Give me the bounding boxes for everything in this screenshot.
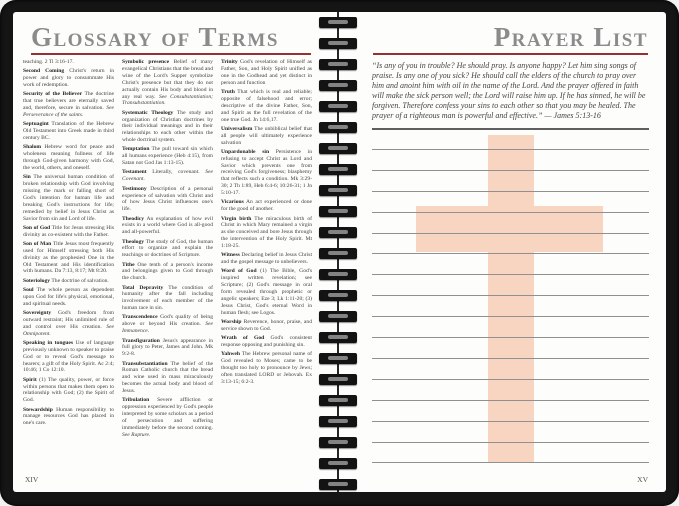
spiral-coil [319, 416, 357, 427]
glossary-definition: The study of God, the human effort to organize and explain the teachings or doctrines of Scripture. [122, 238, 213, 259]
glossary-entry [221, 351, 312, 386]
glossary-term: Truth [221, 88, 235, 95]
spiral-coil [319, 185, 357, 196]
glossary-definition: Severe affliction or oppression experienced by God's people interpreted by some scholars as a period of persecution and suffering immediately before the second coming. [122, 397, 213, 431]
glossary-entry [221, 199, 312, 213]
glossary-entry [122, 146, 213, 167]
glossary-term: Yahweh [221, 351, 240, 358]
glossary-entry [122, 110, 213, 145]
glossary-page [13, 12, 315, 492]
glossary-entry [23, 91, 114, 119]
glossary-definition: Hebrew word for peace and wholeness meaning fullness of life through God-given harmony with God, the world, others, and oneself. [23, 144, 114, 171]
glossary-term: Transfiguration [122, 337, 160, 344]
glossary-entry [122, 216, 213, 237]
glossary-definition: Literally, covenant. [152, 169, 200, 176]
ruled-line [372, 253, 649, 254]
glossary-term: Total Depravity [122, 284, 164, 291]
spiral-coil [319, 458, 357, 469]
spiral-coil [319, 122, 357, 133]
glossary-entry [23, 310, 114, 338]
spiral-coil [319, 353, 357, 364]
glossary-definition: Translation of the Hebrew Old Testament into Greek made in third century BC. [23, 121, 114, 141]
glossary-column-1 [23, 59, 114, 474]
glossary-term: Tithe [122, 261, 135, 268]
glossary-definition: Description of a personal experience of salvation with Christ and of how Jesus Christ influences one's life. [122, 185, 213, 213]
glossary-term: Testament [122, 169, 147, 176]
glossary-definition: Christ's return in power and glory to consummate His work of redemption. [23, 68, 114, 89]
left-page-number: XIV [25, 475, 39, 484]
ruled-line [372, 149, 649, 150]
glossary-definition: The condition of humanity after the fall including involvement of each member of the human race in sin. [122, 284, 213, 312]
glossary-entry [122, 169, 213, 183]
glossary-term: Temptation [122, 146, 150, 153]
glossary-definition: Declaring belief in Jesus Christ and the gospel message to unbelievers. [221, 252, 312, 266]
spiral-binding [315, 12, 361, 492]
glossary-definition: The miraculous birth of Christ in which Mary remained a virgin as she conceived and bore Jesus through the intervention of the Holy Spirit. Mt 1:18-25. [221, 215, 312, 250]
glossary-entry [122, 262, 213, 283]
glossary-term: Second Coming [23, 68, 65, 75]
glossary-definition: God's revelation of Himself as Father, Son, and Holy Spirit unified as one in the Godhead and yet distinct in person and function [221, 59, 312, 86]
glossary-definition: Title for Jesus stressing His divinity as co-existent with the Father. [23, 224, 114, 238]
glossary-term: Virgin birth [221, 215, 252, 222]
glossary-definition: The unbiblical belief that all people will ultimately experience salvation [221, 125, 312, 146]
prayer-list-page [361, 12, 666, 492]
spiral-coil [319, 59, 357, 70]
glossary-see-reference: See Perseverance of the saints. [23, 105, 114, 118]
spiral-coil [319, 101, 357, 112]
glossary-term: Son of Man [23, 240, 52, 247]
ruled-line [372, 274, 649, 275]
spiral-coil [319, 38, 357, 49]
glossary-entry [221, 252, 312, 266]
glossary-definition: Jesus's appearance in full glory to Peter, James and John. Mk 9:2-8. [122, 337, 214, 358]
glossary-see-reference: See Immanence. [122, 321, 213, 335]
glossary-definition: The doctrine of salvation. [51, 277, 109, 284]
glossary-definition: That which is real and reliable; opposite of falsehood and error; descriptive of the divine Father, Son, and Spirit as the full revelation of the one true God. Jn 14:6,17. [221, 88, 312, 123]
spiral-coil [319, 80, 357, 91]
ruled-line [372, 462, 649, 463]
spiral-coil [319, 206, 357, 217]
glossary-definition: The whole person as dependent upon God for life's physical, emotional, and spiritual needs. [23, 286, 114, 307]
ruled-line [372, 358, 649, 359]
glossary-definition: Title Jesus most frequently used for Himself stressing both His divinity as the prophesied One in the Old Testament and His identification with humans. Da 7:13, 8:17; Mt 8:20. [23, 240, 114, 275]
glossary-title-rule [31, 53, 311, 55]
glossary-term: Unpardonable sin [221, 148, 270, 155]
glossary-term: Testimony [122, 185, 147, 192]
glossary-term: Spirit [23, 376, 37, 383]
spiral-coil [319, 332, 357, 343]
glossary-entry [122, 361, 213, 396]
glossary-entry [122, 239, 213, 260]
glossary-term: Universalism [221, 125, 253, 132]
spiral-coil [319, 374, 357, 385]
glossary-entry [23, 144, 114, 172]
glossary-entry [23, 68, 114, 89]
glossary-definition: The pull toward sin which all humans experience (Heb 4:15), from Satan not God Jas 1:13-15). [122, 146, 213, 167]
ruled-line [372, 316, 649, 317]
glossary-see-reference: See Rapture. [122, 431, 151, 438]
ruled-line [372, 233, 649, 234]
glossary-entry [23, 287, 114, 308]
glossary-definition: The doctrine that true believers are eternally saved and, therefore, secure in salvation. [23, 91, 114, 112]
glossary-term: Worship [221, 319, 242, 326]
glossary-entry [23, 407, 114, 428]
glossary-term: Tribulation [122, 397, 150, 404]
glossary-entry [23, 225, 114, 239]
ruled-line [372, 212, 649, 213]
spiral-coil [319, 290, 357, 301]
glossary-entry [122, 285, 213, 313]
ruled-line [372, 337, 649, 338]
open-pages [13, 12, 666, 492]
spiral-coil [319, 269, 357, 280]
glossary-definition: An explanation of how evil exists in a world where God is all-good and all-powerful. [122, 215, 213, 236]
glossary-entry [23, 174, 114, 222]
glossary-entry [122, 338, 213, 359]
glossary-term: Word of God [221, 268, 257, 275]
spiral-coil [319, 164, 357, 175]
glossary-definition: The universal human condition of broken relationship with God involving missing the mark or falling short of God's intention for human life and breaking God's instructions for life; remedied by belief in Jesus Christ as Savior from sin and Lord of life. [23, 174, 114, 222]
glossary-entry [221, 59, 312, 87]
glossary-term: Soul [23, 286, 34, 293]
cross-watermark-vertical [488, 135, 534, 463]
glossary-definition: Belief of many evangelical Christians that the bread and wine of the Lord's Supper symbolize Christ's presence but that they do not actually contain His body and blood in any real way. [122, 59, 213, 100]
glossary-definition: Use of language previously unknown to speaker to praise God or to reveal God's message to hearers; a gift of the Holy Spirit. Ac 2:4; 10:46; 1 Co 12:10. [23, 339, 115, 374]
glossary-term: Systematic Theology [122, 109, 174, 116]
prayer-list-page-title: Prayer List [493, 22, 648, 52]
glossary-columns [23, 59, 312, 474]
ruled-line [372, 379, 649, 380]
spiral-coil [319, 227, 357, 238]
glossary-term: Soteriology [23, 277, 51, 284]
scripture-quote: “Is any of you in trouble? He should pray. Is anyone happy? Let him sing songs of praise. Is any one of you sick? He should call the elders of the church to pray over him and anoint him with oil in the name of the Lord. And the prayer offered in faith will make the sick person well; the Lord will raise him up. If he has sinned, he will be forgiven. Therefore confess your sins to each other so that you may be healed. The prayer of a righteous man is powerful and effective.” — James 5:13-16 [372, 61, 646, 120]
glossary-entry [23, 241, 114, 276]
glossary-definition: God's freedom from outward restraint; His unlimited rule of and control over His creation. [23, 309, 114, 330]
glossary-term: Speaking in tongues [23, 339, 74, 346]
glossary-entry [221, 335, 312, 349]
glossary-term: Transubstantiation [122, 360, 168, 367]
glossary-term: Sovereignty [23, 309, 52, 316]
glossary-entry [23, 59, 114, 66]
glossary-page-title: Glossary of Terms [31, 22, 279, 52]
ruled-line [372, 170, 649, 171]
ruled-line [372, 442, 649, 443]
glossary-definition: Reverence, honor, praise, and service shown to God. [221, 319, 312, 332]
ruled-line [372, 191, 649, 192]
glossary-term: Son of God [23, 224, 51, 231]
ruled-line [372, 128, 649, 130]
glossary-definition: (1) The quality, power, or force within persons that makes them open to relationship with God; (2) the Spirit of God. [23, 376, 114, 404]
glossary-column-2 [122, 59, 213, 474]
ruled-line [372, 295, 649, 296]
glossary-column-3 [221, 59, 312, 474]
glossary-term: Symbolic presence [122, 59, 170, 65]
glossary-see-reference: See Omnipotent. [23, 323, 114, 337]
spiral-coil [319, 17, 357, 28]
prayer-list-title-rule [373, 53, 648, 55]
glossary-definition: teaching. 2 Ti 3:16-17. [23, 59, 74, 65]
glossary-entry [221, 149, 312, 197]
glossary-definition: God's quality of being above or beyond His creation. [122, 314, 213, 328]
glossary-definition: (1) The Bible, God's inspired written revelation; see Scripture; (2) God's message in oral form revealed through prophetic or angelic speakers; Eze 3; Lk 1:11-20; (3) Jesus Christ, God's eternal Word in human flesh; see Logos. [221, 268, 312, 316]
spiral-coil [319, 143, 357, 154]
glossary-definition: God's consistent response opposing and punishing sin. [221, 335, 312, 349]
glossary-definition: The study and organization of Christian doctrines by their individual meanings and in their relationships to each other within the whole doctrinal system. [122, 109, 213, 144]
spiral-coil [319, 479, 357, 490]
glossary-entry [23, 121, 114, 142]
glossary-term: Sin [23, 174, 31, 181]
glossary-term: Security of the Believer [23, 91, 83, 98]
glossary-definition: The belief of the Roman Catholic church that the bread and wine used in mass miraculously becomes the actual body and blood of Jesus. [122, 360, 213, 395]
glossary-definition: The Hebrew personal name of God revealed to Moses; came to be thought too holy to pronounce by Jews; often translated LORD or Jehovah. Ex 3:13-15; 6:2-3. [221, 351, 312, 385]
glossary-term: Transcendence [122, 314, 158, 321]
glossary-term: Shalom [23, 144, 42, 151]
glossary-entry [122, 397, 213, 438]
glossary-definition: One tenth of a person's income and belongings given to God through the church. [122, 261, 214, 282]
glossary-definition: Persistence in refusing to accept Christ as Lord and Savior which prevents one from receiving God's forgiveness; blasphemy that reflects such a condition. Mk 3:29-30; 2 Th 1:89, Heb 6:4-6; 10:26-31; 1 Jn 5:10-17. [221, 148, 312, 197]
glossary-entry [221, 126, 312, 147]
glossary-entry [23, 340, 114, 375]
spiral-coil [319, 395, 357, 406]
glossary-entry [221, 89, 312, 124]
glossary-entry [221, 268, 312, 316]
spiral-coil [319, 248, 357, 259]
glossary-term: Theodicy [122, 215, 145, 222]
glossary-definition: Human responsibility to manage resources God has placed in one's care. [23, 406, 114, 427]
glossary-term: Trinity [221, 59, 238, 65]
glossary-term: Witness [221, 252, 240, 259]
glossary-entry [23, 278, 114, 285]
glossary-see-reference: See Covenant. [122, 169, 213, 183]
glossary-entry [221, 319, 312, 333]
glossary-entry [122, 186, 213, 214]
glossary-entry [23, 377, 114, 405]
glossary-entry [122, 59, 213, 107]
glossary-term: Septuagint [23, 121, 49, 128]
glossary-entry [122, 314, 213, 335]
glossary-term: Vicarious [221, 199, 244, 206]
glossary-entry [221, 216, 312, 251]
ruled-line [372, 421, 649, 422]
ruled-line [372, 400, 649, 401]
spiral-coil [319, 437, 357, 448]
right-page-number: XV [637, 475, 648, 484]
glossary-see-reference: See Consubstantiation; Transubstantiation. [122, 93, 213, 107]
cross-watermark-horizontal [416, 206, 603, 252]
glossary-term: Theology [122, 238, 145, 245]
glossary-definition: An act experienced or done for the good of another. [221, 199, 312, 213]
glossary-term: Wrath of God [221, 335, 265, 342]
spiral-coil [319, 311, 357, 322]
glossary-term: Stewardship [23, 406, 53, 413]
